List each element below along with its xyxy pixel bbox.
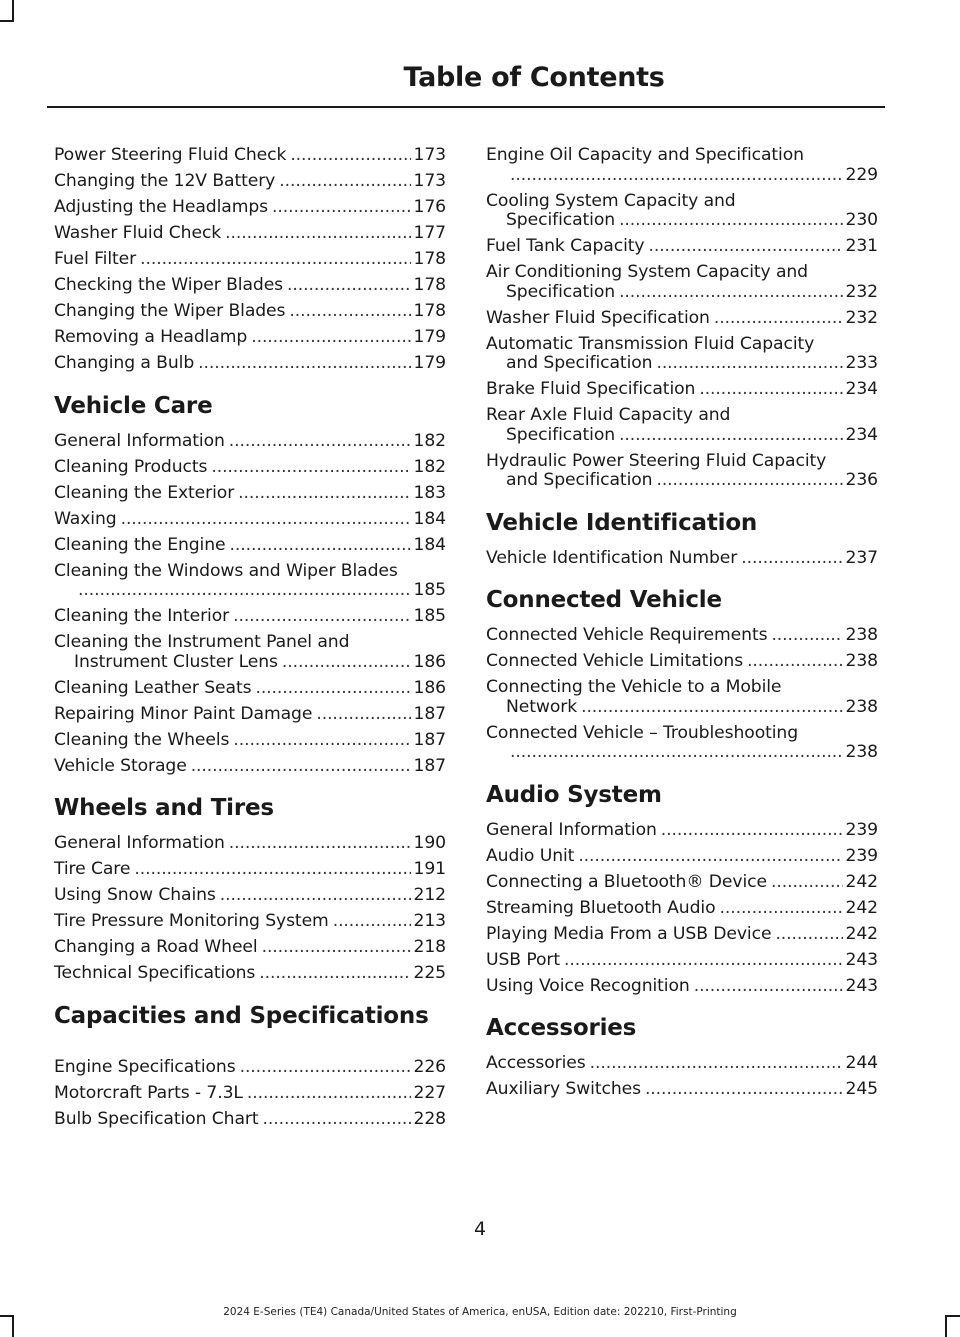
toc-entry-link[interactable] — [486, 309, 878, 329]
toc-entry-page: 243 — [845, 975, 878, 996]
dot-leader — [279, 172, 411, 192]
dot-leader — [191, 757, 412, 777]
toc-entry-page: 238 — [845, 696, 878, 717]
toc-entry-page: 238 — [845, 651, 878, 671]
dot-leader — [619, 211, 843, 231]
toc-entry-page: 186 — [413, 677, 446, 698]
dot-leader — [590, 1054, 844, 1074]
toc-entry-title: Changing the 12V Battery — [54, 171, 276, 191]
toc-entry-title: Repairing Minor Paint Damage — [54, 703, 313, 724]
toc-entry-link[interactable] — [54, 276, 446, 296]
toc-entry-page: 185 — [413, 580, 446, 600]
toc-entry-title: Tire Care — [54, 859, 131, 879]
toc-entry-link[interactable] — [486, 263, 878, 302]
toc-entry-page: 234 — [845, 424, 878, 445]
toc-entry-title: General Information — [54, 833, 225, 853]
toc-entry-link[interactable] — [486, 237, 878, 257]
toc-entry-link[interactable] — [54, 731, 446, 751]
toc-entry-title: Connected Vehicle Limitations — [486, 651, 744, 671]
toc-entry-link[interactable] — [54, 562, 446, 601]
toc-entry-title: Connected Vehicle Requirements — [486, 625, 768, 645]
dot-leader — [211, 458, 411, 478]
toc-entry-link[interactable] — [54, 860, 446, 880]
toc-entry-title: Cleaning the Windows and Wiper Blades — [54, 560, 398, 581]
dot-leader — [259, 964, 411, 984]
toc-entry-title: Cooling System Capacity and — [486, 190, 736, 211]
toc-entry-page: 173 — [413, 171, 446, 191]
toc-entry-link[interactable] — [486, 146, 878, 185]
toc-entry-title: Cleaning the Wheels — [54, 729, 230, 750]
dot-leader — [198, 354, 411, 374]
toc-entry-title: USB Port — [486, 949, 561, 970]
dot-leader — [229, 432, 412, 452]
toc-entry-title: Hydraulic Power Steering Fluid Capacity — [486, 450, 827, 471]
dot-leader — [510, 743, 843, 763]
crop-mark — [12, 0, 14, 22]
toc-entry-link[interactable] — [54, 302, 446, 322]
toc-entry-page: 239 — [845, 819, 878, 840]
section-heading: Accessories — [486, 1015, 637, 1041]
toc-entry-title: Rear Axle Fluid Capacity and — [486, 405, 731, 425]
toc-entry-title: Adjusting the Headlamps — [54, 197, 268, 217]
toc-entry-link[interactable] — [54, 328, 446, 348]
toc-entry-title: Cleaning the Engine — [54, 534, 226, 555]
toc-entry-lastline — [74, 581, 446, 601]
toc-entry-link[interactable] — [54, 224, 446, 244]
toc-entry-page: 242 — [845, 871, 878, 892]
crop-mark — [945, 1315, 947, 1337]
dot-leader — [220, 886, 412, 906]
dot-leader — [251, 328, 411, 348]
toc-entry-title: Connecting the Vehicle to a Mobile — [486, 677, 782, 697]
toc-entry-title-cont: Specification — [506, 424, 616, 445]
toc-entry-link[interactable] — [54, 510, 446, 530]
toc-entry-page: 242 — [845, 897, 878, 918]
toc-entry-page: 190 — [413, 833, 446, 853]
toc-entry-link[interactable] — [486, 192, 878, 231]
dot-leader — [255, 679, 411, 699]
toc-entry-title: Cleaning the Interior — [54, 606, 230, 626]
dot-leader — [564, 951, 843, 971]
dot-leader — [714, 309, 844, 329]
toc-entry-title: Changing a Bulb — [54, 353, 195, 373]
toc-entry-title-cont: Network — [506, 696, 578, 717]
dot-leader — [238, 484, 411, 504]
toc-entry-title: General Information — [54, 430, 225, 451]
toc-column-right — [486, 146, 878, 1106]
toc-entry-title: Audio Unit — [486, 845, 575, 866]
toc-entry-page: 184 — [413, 534, 446, 555]
toc-entry-title: Removing a Headlamp — [54, 327, 248, 347]
dot-leader — [316, 705, 411, 725]
section-heading: Wheels and Tires — [54, 795, 274, 821]
toc-entry-lastline — [74, 653, 446, 673]
dot-leader — [233, 731, 411, 751]
toc-entry-link[interactable] — [486, 335, 878, 374]
toc-entry-page: 187 — [413, 729, 446, 750]
toc-entry-page: 245 — [845, 1079, 878, 1099]
toc-entry-link[interactable] — [54, 484, 446, 504]
toc-entry-lastline — [506, 166, 878, 186]
toc-entry-link[interactable] — [486, 452, 878, 491]
toc-entry-link[interactable] — [54, 432, 446, 452]
dot-leader — [233, 607, 411, 627]
section-heading: Vehicle Care — [54, 392, 213, 419]
toc-entry-link[interactable] — [54, 679, 446, 699]
dot-leader — [741, 549, 843, 569]
toc-entry-title: Changing the Wiper Blades — [54, 301, 286, 321]
toc-entry-link[interactable] — [54, 834, 446, 854]
toc-entry-link[interactable] — [54, 1084, 446, 1104]
dot-leader — [656, 354, 843, 374]
dot-leader — [230, 536, 412, 556]
toc-entry-page: 239 — [845, 845, 878, 866]
toc-entry-title: Air Conditioning System Capacity and — [486, 262, 808, 282]
dot-leader — [771, 626, 843, 646]
toc-entry-link[interactable] — [54, 607, 446, 627]
toc-entry-lastline — [506, 743, 878, 763]
toc-entry-title: Fuel Tank Capacity — [486, 236, 645, 256]
toc-entry-page: 228 — [413, 1108, 446, 1129]
toc-entry-link[interactable] — [486, 977, 878, 997]
dot-leader — [694, 977, 844, 997]
toc-entry-link[interactable] — [54, 633, 446, 672]
toc-entry-link[interactable] — [54, 912, 446, 932]
dot-leader — [290, 146, 411, 166]
header-rule — [47, 106, 885, 108]
toc-entry-link[interactable] — [486, 847, 878, 867]
toc-entry-lastline — [506, 354, 878, 374]
toc-entry-title: Playing Media From a USB Device — [486, 923, 772, 944]
toc-entry-title: Accessories — [486, 1053, 586, 1073]
toc-entry-title: Brake Fluid Specification — [486, 379, 696, 399]
toc-entry-title: Bulb Specification Chart — [54, 1108, 259, 1129]
toc-entry-link[interactable] — [54, 250, 446, 270]
dot-leader — [771, 873, 844, 893]
toc-entry-page: 187 — [413, 755, 446, 776]
dot-leader — [333, 912, 412, 932]
toc-entry-page: 178 — [413, 301, 446, 321]
toc-entry-page: 225 — [413, 963, 446, 983]
dot-leader — [282, 653, 412, 673]
toc-entry-page: 231 — [845, 236, 878, 256]
toc-entry-link[interactable] — [486, 549, 878, 569]
toc-entry-page: 173 — [413, 145, 446, 165]
toc-entry-page: 182 — [413, 430, 446, 451]
toc-entry-lastline — [506, 471, 878, 491]
crop-mark — [0, 20, 14, 22]
toc-entry-link[interactable] — [54, 1058, 446, 1078]
toc-entry-page: 237 — [845, 547, 878, 568]
toc-entry-title: Cleaning Products — [54, 456, 208, 477]
dot-leader — [229, 834, 412, 854]
dot-leader — [578, 847, 843, 867]
dot-leader — [661, 821, 844, 841]
dot-leader — [272, 198, 411, 218]
toc-entry-title: Engine Oil Capacity and Specification — [486, 145, 804, 165]
dot-leader — [247, 1084, 412, 1104]
section-heading: Audio System — [486, 781, 662, 808]
page-title: Table of Contents — [403, 62, 665, 93]
toc-entry-page: 183 — [413, 482, 446, 503]
toc-entry-page: 176 — [413, 197, 446, 217]
dot-leader — [134, 860, 411, 880]
toc-entry-page: 238 — [845, 625, 878, 645]
toc-entry-title: Fuel Filter — [54, 249, 137, 269]
dot-leader — [121, 510, 412, 530]
dot-leader — [510, 166, 843, 186]
footer-edition-note: 2024 E-Series (TE4) Canada/United States of America, enUSA, Edition date: 202210, First-Printing — [223, 1306, 737, 1318]
toc-entry-title: Waxing — [54, 508, 117, 529]
dot-leader — [262, 1110, 411, 1130]
toc-entry-title: Using Voice Recognition — [486, 975, 690, 996]
toc-entry-page: 187 — [413, 703, 446, 724]
toc-entry-title: Connected Vehicle – Troubleshooting — [486, 722, 799, 743]
dot-leader — [287, 276, 411, 296]
toc-entry-page: 232 — [845, 281, 878, 302]
toc-entry-page: 191 — [413, 859, 446, 879]
toc-entry-page: 184 — [413, 508, 446, 529]
toc-entry-lastline — [506, 698, 878, 718]
toc-entry-title: Vehicle Storage — [54, 755, 187, 776]
toc-entry-link[interactable] — [486, 1054, 878, 1074]
toc-entry-link[interactable] — [486, 652, 878, 672]
toc-entry-link[interactable] — [486, 406, 878, 445]
toc-entry-link[interactable] — [54, 757, 446, 777]
toc-entry-title: Streaming Bluetooth Audio — [486, 897, 716, 918]
toc-entry-title: Connecting a Bluetooth® Device — [486, 871, 767, 892]
toc-entry-link[interactable] — [486, 899, 878, 919]
toc-entry-link[interactable] — [486, 821, 878, 841]
toc-entry-title: Engine Specifications — [54, 1056, 236, 1077]
page-number: 4 — [473, 1218, 487, 1240]
dot-leader — [581, 698, 843, 718]
toc-entry-page: 236 — [845, 470, 878, 490]
section-heading: Capacities and Specifications — [54, 1002, 429, 1029]
toc-entry-link[interactable] — [54, 536, 446, 556]
toc-entry-link[interactable] — [54, 172, 446, 192]
toc-entry-title: Motorcraft Parts - 7.3L — [54, 1082, 243, 1103]
toc-entry-link[interactable] — [54, 146, 446, 166]
toc-entry-title: Power Steering Fluid Check — [54, 145, 287, 165]
dot-leader — [699, 380, 843, 400]
toc-entry-link[interactable] — [486, 1080, 878, 1100]
toc-entry-page: 242 — [845, 923, 878, 944]
toc-entry-title: General Information — [486, 819, 657, 840]
toc-entry-link[interactable] — [486, 724, 878, 763]
toc-entry-link[interactable] — [54, 964, 446, 984]
dot-leader — [225, 224, 411, 244]
toc-entry-page: 178 — [413, 249, 446, 269]
toc-entry-page: 218 — [413, 937, 446, 957]
toc-entry-title: Cleaning the Exterior — [54, 482, 235, 503]
toc-entry-page: 179 — [413, 327, 446, 347]
crop-mark — [12, 1315, 14, 1337]
toc-entry-page: 185 — [413, 606, 446, 626]
dot-leader — [78, 581, 411, 601]
toc-entry-lastline — [506, 211, 878, 231]
toc-entry-link[interactable] — [486, 678, 878, 717]
dot-leader — [289, 302, 411, 322]
toc-entry-title: Washer Fluid Specification — [486, 307, 710, 328]
toc-entry-title: Washer Fluid Check — [54, 223, 222, 243]
toc-entry-title: Checking the Wiper Blades — [54, 275, 284, 295]
toc-entry-page: 178 — [413, 275, 446, 295]
toc-entry-link[interactable] — [486, 925, 878, 945]
dot-leader — [648, 237, 843, 257]
toc-entry-page: 186 — [413, 651, 446, 672]
toc-entry-link[interactable] — [54, 938, 446, 958]
toc-entry-page: 182 — [413, 456, 446, 477]
toc-entry-page: 238 — [845, 742, 878, 762]
toc-entry-title-cont: Specification — [506, 210, 616, 230]
toc-entry-lastline — [506, 283, 878, 303]
toc-entry-link[interactable] — [54, 886, 446, 906]
dot-leader — [619, 426, 843, 446]
dot-leader — [262, 938, 412, 958]
toc-entry-title: Tire Pressure Monitoring System — [54, 911, 329, 931]
dot-leader — [747, 652, 843, 672]
toc-entry-link[interactable] — [486, 380, 878, 400]
toc-entry-title: Cleaning Leather Seats — [54, 677, 252, 698]
dot-leader — [645, 1080, 844, 1100]
toc-entry-title: Auxiliary Switches — [486, 1079, 641, 1099]
toc-entry-lastline — [506, 426, 878, 446]
toc-entry-page: 233 — [845, 353, 878, 373]
toc-entry-page: 177 — [413, 223, 446, 243]
toc-entry-page: 212 — [413, 885, 446, 905]
toc-entry-page: 226 — [413, 1056, 446, 1077]
toc-entry-link[interactable] — [54, 198, 446, 218]
toc-entry-title-cont: Instrument Cluster Lens — [74, 651, 278, 672]
toc-column-left — [54, 146, 446, 1136]
toc-entry-title: Technical Specifications — [54, 963, 256, 983]
dot-leader — [656, 471, 843, 491]
toc-entry-page: 234 — [845, 379, 878, 399]
dot-leader — [719, 899, 843, 919]
toc-entry-title-cont: and Specification — [506, 353, 653, 373]
toc-entry-page: 227 — [413, 1082, 446, 1103]
toc-entry-page: 244 — [845, 1053, 878, 1073]
dot-leader — [775, 925, 843, 945]
toc-entry-page: 243 — [845, 949, 878, 970]
toc-entry-link[interactable] — [486, 873, 878, 893]
toc-entry-link[interactable] — [486, 951, 878, 971]
toc-entry-page: 213 — [413, 911, 446, 931]
toc-entry-title: Changing a Road Wheel — [54, 937, 258, 957]
toc-entry-page: 232 — [845, 307, 878, 328]
dot-leader — [240, 1058, 412, 1078]
section-heading: Vehicle Identification — [486, 509, 758, 536]
toc-entry-page: 230 — [845, 210, 878, 230]
toc-entry-page: 179 — [413, 353, 446, 373]
toc-entry-title-cont: and Specification — [506, 470, 653, 490]
dot-leader — [619, 283, 843, 303]
dot-leader — [140, 250, 411, 270]
toc-entry-title: Vehicle Identification Number — [486, 547, 738, 568]
toc-entry-title-cont: Specification — [506, 281, 616, 302]
toc-entry-title: Automatic Transmission Fluid Capacity — [486, 333, 815, 354]
toc-entry-link[interactable] — [54, 458, 446, 478]
toc-entry-link[interactable] — [54, 1110, 446, 1130]
toc-entry-title: Using Snow Chains — [54, 885, 216, 905]
toc-entry-page: 229 — [845, 164, 878, 185]
toc-entry-link[interactable] — [54, 354, 446, 374]
toc-entry-link[interactable] — [54, 705, 446, 725]
section-heading: Connected Vehicle — [486, 587, 722, 613]
toc-entry-link[interactable] — [486, 626, 878, 646]
toc-entry-title: Cleaning the Instrument Panel and — [54, 632, 350, 652]
